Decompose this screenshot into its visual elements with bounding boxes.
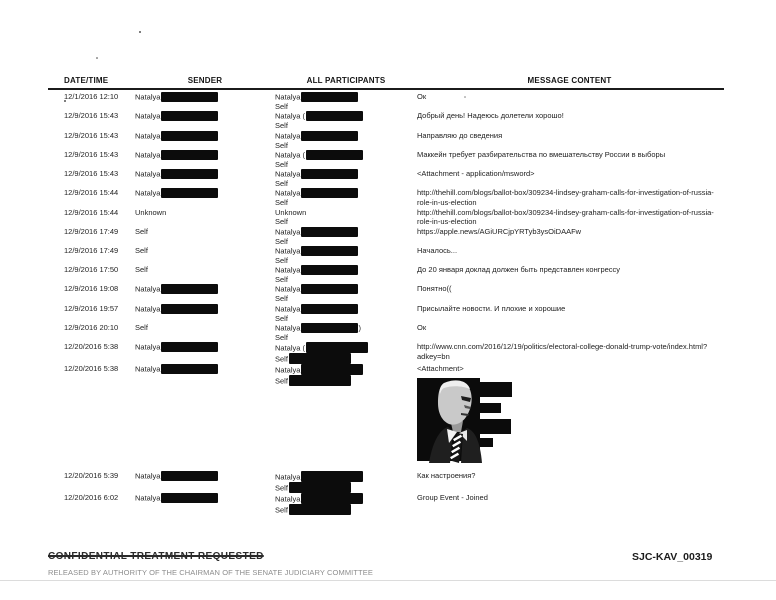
participant-line: Natalya: [275, 265, 417, 275]
redaction-box: [301, 265, 358, 275]
row-participants: [275, 92, 417, 111]
participant-line: Natalya: [275, 364, 417, 375]
participant-line: Natalya: [275, 471, 417, 482]
table-header-rule: [48, 88, 724, 90]
row-message: [417, 364, 724, 462]
participant-line: Self: [275, 179, 288, 189]
message-table-body: [0, 92, 776, 515]
row-participants: [275, 131, 417, 150]
message-text: Присылайте новости. И плохие и хорошие: [417, 303, 566, 313]
redaction-box: [306, 342, 368, 353]
column-header-sender: SENDER: [187, 76, 223, 85]
page-bottom-rule: [0, 580, 776, 581]
row-sender: Natalya: [135, 169, 275, 179]
row-sender: Natalya: [135, 364, 275, 374]
row-datetime: 12/9/2016 15:44: [64, 207, 119, 217]
message-text: Понятно((: [417, 284, 452, 294]
participant-line: Self: [275, 313, 288, 323]
message-text: http://thehill.com/blogs/ballot-box/309234-lindsey-graham-calls-for-investigation-of-russia-role-in-us-election: [417, 207, 714, 227]
message-text: https://apple.news/AGiURCjpYRTyb3ysOiDAAFw: [417, 226, 582, 236]
message-text: Направляю до сведения: [417, 130, 503, 140]
row-datetime: 12/20/2016 6:02: [64, 492, 119, 502]
row-datetime: 12/1/2016 12:10: [64, 92, 119, 101]
redaction-box: [161, 471, 218, 481]
redaction-box: [289, 375, 351, 386]
row-datetime: 12/9/2016 15:43: [64, 111, 119, 121]
row-participants: [275, 111, 417, 130]
row-participants: [275, 284, 417, 303]
table-row: [0, 169, 724, 188]
row-datetime: 12/9/2016 17:50: [64, 265, 119, 275]
column-header-participants: ALL PARTICIPANTS: [306, 76, 386, 85]
row-participants: [275, 493, 417, 515]
row-participants: [275, 364, 417, 386]
row-message: [417, 493, 724, 502]
row-datetime: 12/9/2016 17:49: [64, 226, 119, 236]
redaction-box: [289, 353, 351, 364]
redaction-box: [301, 246, 358, 256]
row-sender: Natalya: [135, 92, 275, 102]
participant-line: Self: [275, 333, 288, 343]
participant-line: Self: [275, 159, 288, 169]
redaction-box: [301, 227, 358, 237]
row-message: [417, 131, 724, 140]
row-participants: [275, 169, 417, 188]
row-participants: [275, 304, 417, 323]
redaction-box: [161, 284, 218, 294]
redaction-box: [161, 304, 218, 314]
redaction-box: [301, 493, 363, 504]
participant-line: Self: [275, 375, 417, 386]
row-sender: Natalya: [135, 188, 275, 198]
row-message: [417, 246, 724, 255]
row-message: [417, 92, 724, 101]
row-datetime: 12/9/2016 15:44: [64, 188, 119, 198]
row-sender: Self: [135, 265, 148, 275]
redaction-box: [301, 92, 358, 102]
redaction-box: [161, 131, 218, 141]
message-text: http://thehill.com/blogs/ballot-box/309234-lindsey-graham-calls-for-investigation-of-russia-role-in-us-election: [417, 188, 714, 207]
row-sender: Natalya: [135, 342, 275, 352]
participant-line: Natalya: [275, 246, 417, 256]
row-message: [417, 284, 724, 293]
row-participants: [275, 246, 417, 265]
message-text: <Attachment>: [417, 364, 464, 374]
row-participants: [275, 208, 417, 227]
redaction-box: [301, 304, 358, 314]
participant-line: Natalya: [275, 493, 417, 504]
row-message: [417, 304, 724, 313]
message-text: Как настроения?: [417, 470, 476, 480]
table-row: [0, 284, 724, 303]
participant-line: Self: [275, 198, 288, 208]
message-text: Началось...: [417, 245, 458, 255]
redaction-box: [161, 92, 218, 102]
row-message: [417, 150, 724, 159]
row-message: [417, 323, 724, 332]
row-sender: Unknown: [135, 207, 167, 217]
redaction-box: [161, 342, 218, 352]
participant-line: Self: [275, 294, 288, 304]
participant-line: Self: [275, 102, 288, 111]
table-row: [0, 493, 724, 515]
message-text: Group Event - Joined: [417, 492, 488, 502]
redaction-box: [289, 482, 351, 493]
message-text: До 20 января доклад должен быть представлен конгрессу: [417, 265, 621, 275]
redaction-box: [301, 284, 358, 294]
release-authority-note: RELEASED BY AUTHORITY OF THE CHAIRMAN OF THE SENATE JUDICIARY COMMITTEE: [48, 568, 373, 577]
redaction-box: [289, 504, 351, 515]
table-row: [0, 342, 724, 364]
redaction-box: [301, 323, 358, 333]
row-message: [417, 342, 724, 361]
row-datetime: 12/9/2016 19:08: [64, 284, 119, 294]
redaction-box: [161, 150, 218, 160]
table-row: [0, 208, 724, 227]
row-datetime: 12/9/2016 20:10: [64, 323, 119, 333]
message-text: Маккейн требует разбирательства по вмешательству России в выборы: [417, 149, 666, 159]
table-row: [0, 150, 724, 169]
participant-line: Natalya: [275, 227, 417, 237]
participant-line: Self: [275, 255, 288, 265]
redaction-box: [301, 364, 363, 375]
message-text: Ок: [417, 92, 427, 101]
row-participants: [275, 227, 417, 246]
redaction-box: [161, 111, 218, 121]
participant-line: Natalya (: [275, 111, 417, 121]
row-participants: [275, 323, 417, 342]
participant-line: Self: [275, 140, 288, 150]
participant-line: Natalya (: [275, 150, 417, 160]
table-row: [0, 265, 724, 284]
participant-line: Self: [275, 353, 417, 364]
message-text: Ок: [417, 323, 427, 333]
participant-line: Natalya: [275, 188, 417, 198]
bates-number: SJC-KAV_00319: [632, 551, 713, 563]
table-header: [0, 76, 776, 88]
participant-line: Natalya: [275, 92, 417, 102]
table-row: [0, 323, 724, 342]
row-sender: Self: [135, 226, 148, 236]
row-participants: [275, 471, 417, 493]
redaction-box: [301, 169, 358, 179]
row-participants: [275, 188, 417, 207]
scan-artifact-dot: [96, 57, 98, 59]
row-message: [417, 208, 724, 227]
participant-line: Natalya: [275, 304, 417, 314]
row-sender: Natalya: [135, 304, 275, 314]
row-sender: Self: [135, 245, 148, 255]
participant-line: Self: [275, 482, 417, 493]
row-sender: Natalya: [135, 471, 275, 481]
table-row: [0, 188, 724, 207]
row-message: [417, 227, 724, 236]
participant-line: Unknown: [275, 207, 307, 217]
redaction-box: [161, 364, 218, 374]
redaction-box: [301, 188, 358, 198]
row-datetime: 12/20/2016 5:38: [64, 342, 119, 352]
row-sender: Natalya: [135, 150, 275, 160]
row-datetime: 12/9/2016 17:49: [64, 245, 119, 255]
row-message: [417, 471, 724, 480]
redaction-box: [301, 471, 363, 482]
table-row: [0, 111, 724, 130]
row-datetime: 12/20/2016 5:39: [64, 470, 119, 480]
table-row: [0, 471, 724, 493]
participant-line: Self: [275, 275, 288, 285]
participant-line: Natalya (: [275, 342, 417, 353]
confidential-treatment-stamp: CONFIDENTIAL TREATMENT REQUESTED: [48, 551, 264, 562]
participant-line: Self: [275, 217, 288, 227]
row-sender: Natalya: [135, 284, 275, 294]
participant-line: Natalya: [275, 169, 417, 179]
row-datetime: 12/20/2016 5:38: [64, 364, 119, 374]
scan-artifact-dot: [139, 31, 141, 33]
table-row: [0, 304, 724, 323]
redaction-box: [301, 131, 358, 141]
redaction-box: [306, 150, 363, 160]
message-text: http://www.cnn.com/2016/12/19/politics/electoral-college-donald-trump-vote/index.html?adkey=bn: [417, 342, 708, 361]
table-row: [0, 364, 724, 462]
row-message: [417, 169, 724, 178]
row-sender: Natalya: [135, 131, 275, 141]
row-datetime: 12/9/2016 19:57: [64, 303, 119, 313]
row-participants: [275, 150, 417, 169]
row-sender: Natalya: [135, 493, 275, 503]
redaction-box: [161, 493, 218, 503]
table-row: [0, 246, 724, 265]
column-header-datetime: DATE/TIME: [64, 76, 109, 85]
message-text: Добрый день! Надеюсь долетели хорошо!: [417, 111, 564, 121]
table-row: [0, 227, 724, 246]
row-sender: Self: [135, 323, 148, 333]
table-row: [0, 131, 724, 150]
row-participants: [275, 265, 417, 284]
participant-line: Natalya ): [275, 323, 361, 333]
table-row: [0, 92, 724, 111]
row-datetime: 12/9/2016 15:43: [64, 149, 119, 159]
row-message: [417, 111, 724, 120]
row-message: [417, 265, 724, 274]
message-text: <Attachment - application/msword>: [417, 169, 535, 179]
participant-line: Natalya: [275, 131, 417, 141]
participant-line: Self: [275, 236, 288, 246]
redaction-box: [161, 188, 218, 198]
participant-line: Self: [275, 504, 417, 515]
row-sender: Natalya: [135, 111, 275, 121]
row-datetime: 12/9/2016 15:43: [64, 130, 119, 140]
row-datetime: 12/9/2016 15:43: [64, 169, 119, 179]
participant-line: Natalya: [275, 284, 417, 294]
row-participants: [275, 342, 417, 364]
redaction-box: [306, 111, 363, 121]
column-header-message: MESSAGE CONTENT: [527, 76, 612, 85]
attachment-photo: [417, 375, 514, 463]
redaction-box: [161, 169, 218, 179]
participant-line: Self: [275, 121, 288, 131]
row-message: [417, 188, 724, 207]
